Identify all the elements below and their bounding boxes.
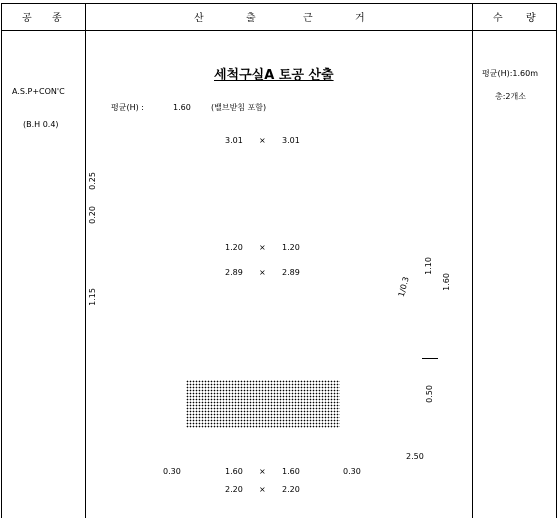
avg-height-note: (밸브받침 포함)	[211, 103, 267, 112]
work-type-spec: (B.H 0.4)	[23, 120, 59, 129]
dim-mid-b: 2.89	[282, 268, 300, 277]
calc-title: 세척구실A 토공 산출	[214, 68, 334, 83]
avg-height-value: 1.60	[173, 103, 191, 112]
header-quantity-char1: 수	[493, 13, 503, 24]
header-work-type-char2: 종	[52, 13, 62, 24]
vertical-dim-0-20: 0.20	[87, 206, 97, 224]
side-left-0-30: 0.30	[163, 467, 181, 476]
dim-base-op: ×	[259, 485, 266, 494]
dim-valve-b: 1.20	[282, 243, 300, 252]
header-basis-char4: 거	[355, 13, 365, 24]
dim-mid-a: 2.89	[225, 268, 243, 277]
vertical-dim-0-25: 0.25	[87, 172, 97, 190]
slope-label: 1/0.3	[396, 275, 411, 298]
concrete-hatch-area	[186, 380, 340, 428]
col2-divider	[472, 3, 473, 518]
dim-2-50: 2.50	[406, 452, 424, 461]
dim-bottom-a: 1.60	[225, 467, 243, 476]
dim-top-b: 3.01	[282, 136, 300, 145]
dim-valve-a: 1.20	[225, 243, 243, 252]
left-border	[1, 3, 2, 518]
header-work-type-char1: 공	[22, 13, 32, 24]
header-basis-char1: 산	[194, 13, 204, 24]
header-basis-char2: 출	[246, 13, 256, 24]
quantity-avg-height: 평균(H):1.60m	[482, 69, 539, 78]
col1-divider	[85, 3, 86, 518]
dim-bottom-op: ×	[259, 467, 266, 476]
vertical-dim-1-15: 1.15	[87, 288, 97, 306]
vertical-dim-1-60: 1.60	[441, 273, 451, 291]
right-border	[556, 3, 557, 518]
dim-mid-op: ×	[259, 268, 266, 277]
vertical-dim-1-10: 1.10	[423, 257, 433, 275]
dim-top-op: ×	[259, 136, 266, 145]
header-quantity-char2: 량	[526, 13, 536, 24]
work-type-name: A.S.P+CON'C	[12, 87, 65, 96]
header-basis-char3: 근	[303, 13, 313, 24]
dim-valve-op: ×	[259, 243, 266, 252]
dim-base-a: 2.20	[225, 485, 243, 494]
dim-top-a: 3.01	[225, 136, 243, 145]
dim-bottom-b: 1.60	[282, 467, 300, 476]
side-right-0-30: 0.30	[343, 467, 361, 476]
quantity-total: 총:2개소	[495, 92, 526, 101]
dim-base-b: 2.20	[282, 485, 300, 494]
vertical-dim-0-50: 0.50	[424, 385, 434, 403]
avg-height-label: 평균(H) :	[111, 103, 144, 112]
dimension-tick-line	[422, 358, 438, 359]
